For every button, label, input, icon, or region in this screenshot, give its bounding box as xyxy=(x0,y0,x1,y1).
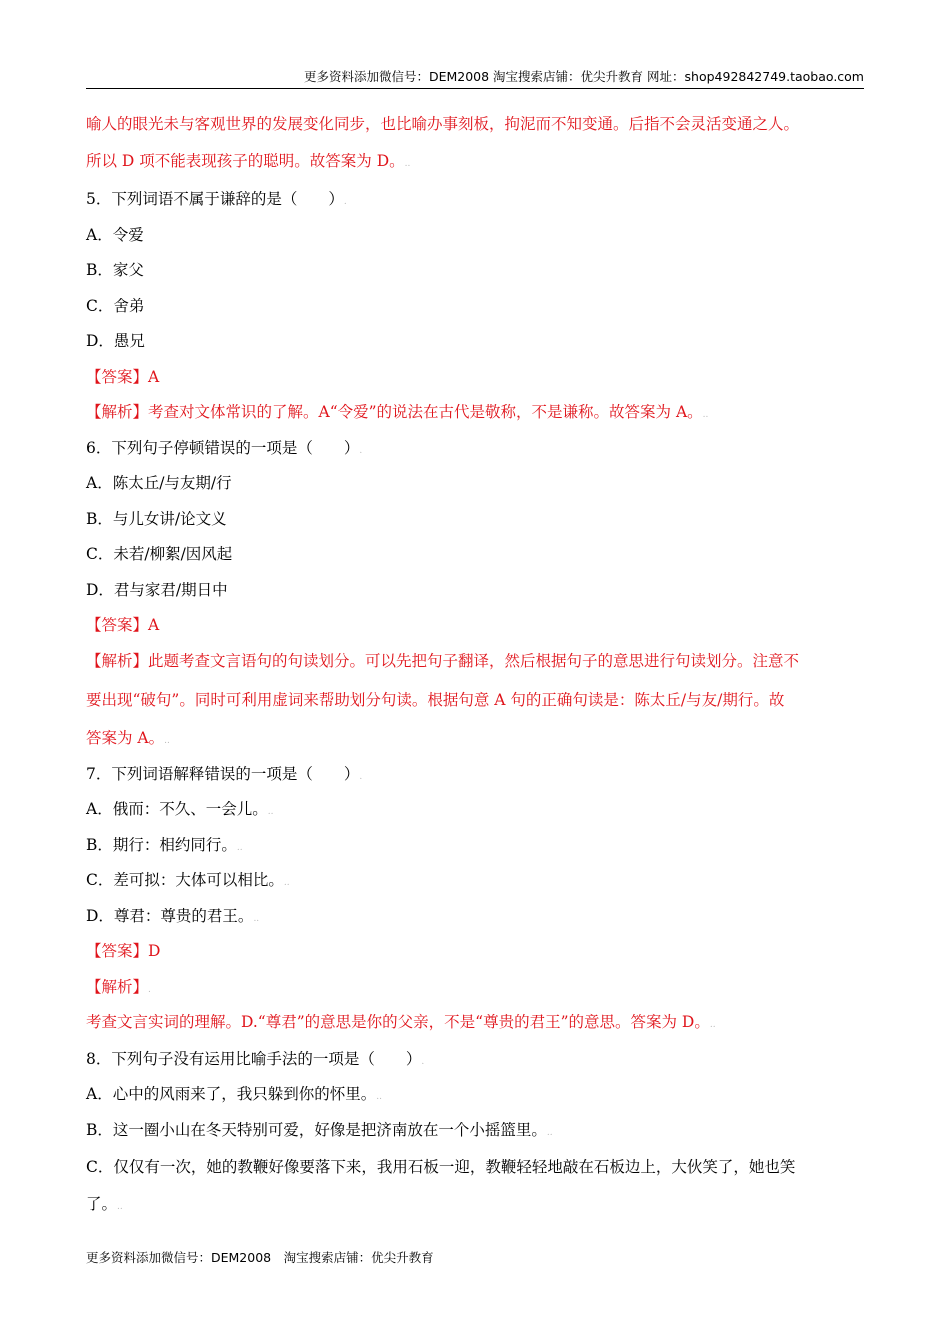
text-line xyxy=(86,1047,424,1069)
line-text: 【解析】 xyxy=(86,978,149,996)
line-text: C．差可拟：大体可以相比。 xyxy=(86,871,284,889)
line-text: D．君与家君/期日中 xyxy=(86,581,228,599)
text-line xyxy=(86,762,362,784)
paragraph-mark: .. xyxy=(702,410,709,420)
text-line xyxy=(86,112,799,134)
line-text: B．家父 xyxy=(86,261,144,279)
text-line xyxy=(86,149,410,171)
text-line xyxy=(86,400,708,422)
paragraph-mark: .. xyxy=(709,1020,716,1030)
line-text: 喻人的眼光未与客观世界的发展变化同步，也比喻办事刻板，拘泥而不知变通。后指不会灵活变通之人。 xyxy=(86,115,800,133)
paragraph-mark: .. xyxy=(117,1202,123,1212)
line-text: D．愚兄 xyxy=(86,332,145,350)
page-footer xyxy=(86,1248,434,1266)
text-line xyxy=(86,833,243,855)
paragraph-mark: . xyxy=(421,1057,425,1067)
line-text: 答案为 A。 xyxy=(86,729,165,747)
text-line xyxy=(86,688,784,710)
header-text: 更多资料添加微信号：DEM2008 淘宝搜索店铺：优尖升教育 网址：shop492842749.taobao.com xyxy=(303,69,864,84)
text-line xyxy=(86,1082,382,1104)
text-line xyxy=(86,329,145,351)
line-text: 所以 D 项不能表现孩子的聪明。故答案为 D。 xyxy=(86,152,405,170)
text-line xyxy=(86,797,273,819)
line-text: B．期行：相约同行。 xyxy=(86,836,237,854)
text-line xyxy=(86,436,362,458)
text-line xyxy=(86,187,347,209)
paragraph-mark: . xyxy=(343,197,347,207)
line-text: A．令爱 xyxy=(86,226,144,244)
line-text: D．尊君：尊贵的君王。 xyxy=(86,907,254,925)
text-line xyxy=(86,726,170,748)
text-line xyxy=(86,542,232,564)
paragraph-mark: .. xyxy=(253,914,260,924)
line-text: 6．下列句子停顿错误的一项是（ ） xyxy=(86,439,360,457)
line-text: 【解析】此题考查文言语句的句读划分。可以先把句子翻译，然后根据句子的意思进行句读划分。注意不 xyxy=(86,652,800,670)
text-line xyxy=(86,1118,553,1140)
line-text: A．心中的风雨来了，我只躲到你的怀里。 xyxy=(86,1085,377,1103)
line-text: C．未若/柳絮/因风起 xyxy=(86,545,233,563)
text-line xyxy=(86,294,144,316)
text-line xyxy=(86,649,799,671)
line-text: C．仅仅有一次，她的教鞭好像要落下来，我用石板一迎，教鞭轻轻地敲在石板边上，大伙笑了，她也笑 xyxy=(86,1158,796,1176)
line-text: 了。 xyxy=(86,1195,118,1213)
line-text: A．俄而：不久、一会儿。 xyxy=(86,800,268,818)
line-text: 要出现“破句”。同时可利用虚词来帮助划分句读。根据句意 A 句的正确句读是：陈太丘/与友/期行。故 xyxy=(86,691,785,709)
line-text: B．与儿女讲/论文义 xyxy=(86,510,227,528)
paragraph-mark: .. xyxy=(267,807,274,817)
paragraph-mark: .. xyxy=(164,736,170,746)
line-text: 7．下列词语解释错误的一项是（ ） xyxy=(86,765,360,783)
line-text: A．陈太丘/与友期/行 xyxy=(86,474,232,492)
text-line xyxy=(86,1155,795,1177)
line-text: 【解析】考查对文体常识的了解。A“令爱”的说法在古代是敬称，不是谦称。故答案为 A。 xyxy=(86,403,703,421)
paragraph-mark: .. xyxy=(546,1128,553,1138)
text-line xyxy=(86,904,259,926)
paragraph-mark: . xyxy=(359,772,363,782)
paragraph-mark: .. xyxy=(236,843,243,853)
paragraph-mark: .. xyxy=(376,1092,382,1102)
text-line xyxy=(86,613,159,635)
line-text: C．舍弟 xyxy=(86,297,145,315)
text-line xyxy=(86,868,290,890)
paragraph-mark: . xyxy=(148,985,151,995)
text-line xyxy=(86,471,232,493)
text-line xyxy=(86,1192,123,1214)
paragraph-mark: .. xyxy=(283,878,290,888)
line-text: 【答案】A xyxy=(86,616,160,634)
line-text: 8．下列句子没有运用比喻手法的一项是（ ） xyxy=(86,1050,422,1068)
line-text: 考查文言实词的理解。D.“尊君”的意思是你的父亲，不是“尊贵的君王”的意思。答案为 D。 xyxy=(86,1013,710,1031)
text-line xyxy=(86,365,159,387)
text-line xyxy=(86,578,228,600)
page-header xyxy=(86,66,864,89)
text-line xyxy=(86,939,160,961)
text-line xyxy=(86,223,144,245)
footer-text: 更多资料添加微信号：DEM2008 淘宝搜索店铺：优尖升教育 xyxy=(86,1250,434,1265)
paragraph-mark: . xyxy=(359,446,363,456)
text-line xyxy=(86,507,227,529)
line-text: 5．下列词语不属于谦辞的是（ ） xyxy=(86,190,344,208)
text-line xyxy=(86,258,144,280)
text-line xyxy=(86,1010,716,1032)
text-line xyxy=(86,975,151,997)
line-text: B．这一圈小山在冬天特别可爱，好像是把济南放在一个小摇篮里。 xyxy=(86,1121,547,1139)
line-text: 【答案】D xyxy=(86,942,161,960)
line-text: 【答案】A xyxy=(86,368,160,386)
paragraph-mark: .. xyxy=(404,159,411,169)
